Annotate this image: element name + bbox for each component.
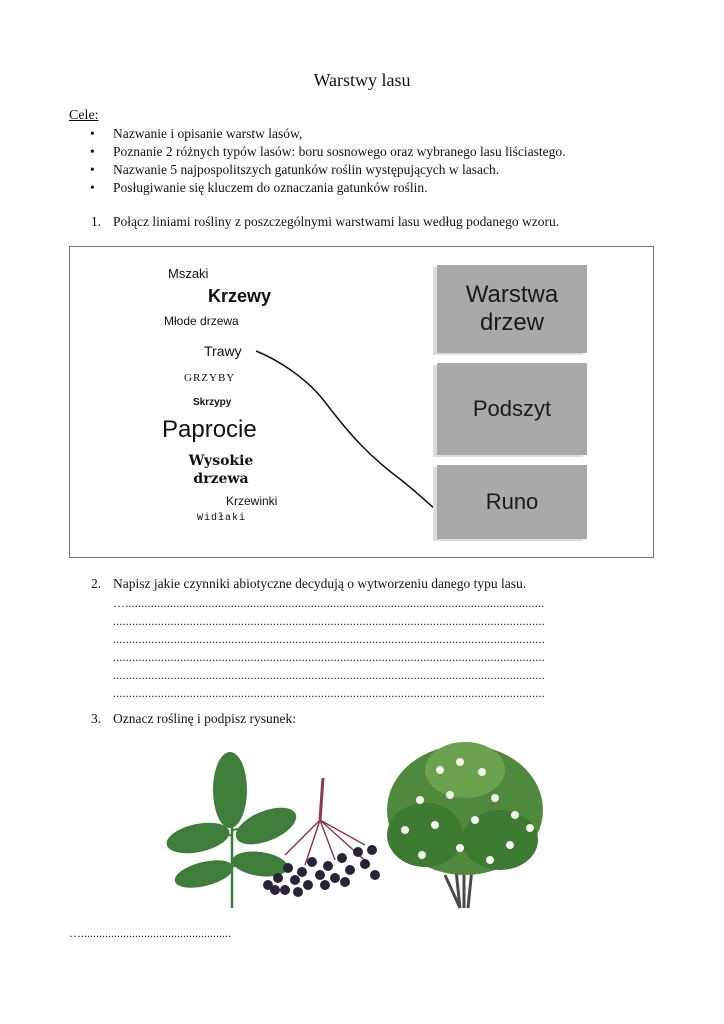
answer-line[interactable]: ....................................................................................................................................... bbox=[113, 614, 545, 628]
task-text: Połącz liniami rośliny z poszczególnymi warstwami lasu według podanego wzoru. bbox=[113, 214, 560, 229]
layer-podszyt: Podszyt bbox=[437, 363, 587, 455]
word-skrzypy[interactable]: Skrzypy bbox=[193, 397, 232, 408]
word-wysokie-drzewa[interactable]: Wysokie drzewa bbox=[188, 453, 254, 487]
task-number: 3. bbox=[91, 711, 102, 726]
elder-plant-illustration bbox=[160, 740, 560, 910]
answer-line[interactable]: ....................................................................................................................................... bbox=[113, 650, 545, 664]
answer-line[interactable]: …................................................................................................................................... bbox=[113, 596, 545, 610]
task-number: 1. bbox=[91, 214, 102, 229]
task-3 bbox=[91, 711, 296, 727]
answer-line[interactable]: ....................................................................................................................................... bbox=[113, 686, 545, 700]
word-krzewinki[interactable]: Krzewinki bbox=[226, 494, 278, 508]
task-2 bbox=[91, 576, 526, 592]
goal-item: • Posługiwanie się kluczem do oznaczania gatunków roślin. bbox=[90, 179, 566, 197]
goal-item: • Nazwanie i opisanie warstw lasów, bbox=[90, 125, 566, 143]
page-title: Warstwy lasu bbox=[313, 70, 411, 90]
answer-line[interactable]: ....................................................................................................................................... bbox=[113, 668, 545, 682]
word-krzewy[interactable]: Krzewy bbox=[208, 286, 272, 306]
task-1 bbox=[91, 214, 559, 230]
layer-warstwa-drzew: Warstwa drzew bbox=[437, 265, 587, 353]
matching-exercise-box bbox=[69, 246, 654, 558]
word-mlode-drzewa[interactable]: Młode drzewa bbox=[164, 314, 239, 328]
task-text: Oznacz roślinę i podpisz rysunek: bbox=[113, 711, 296, 726]
word-widlaki[interactable]: Widłaki bbox=[197, 513, 247, 524]
elder-shrub-icon bbox=[387, 742, 543, 908]
task-number: 2. bbox=[91, 576, 102, 591]
plant-name-answer-line[interactable]: ….................................................. bbox=[69, 926, 231, 940]
task-text: Napisz jakie czynniki abiotyczne decydują o wytworzeniu danego typu lasu. bbox=[113, 576, 527, 591]
goal-item: • Nazwanie 5 najpospolitszych gatunków roślin występujących w lasach. bbox=[90, 161, 566, 179]
goal-item: • Poznanie 2 różnych typów lasów: boru sosnowego oraz wybranego lasu liściastego. bbox=[90, 143, 566, 161]
berry-cluster-icon bbox=[263, 778, 380, 897]
goals-label: Cele: bbox=[69, 108, 99, 123]
compound-leaf-icon bbox=[164, 752, 302, 908]
word-mszaki[interactable]: Mszaki bbox=[168, 266, 209, 281]
answer-line[interactable]: ....................................................................................................................................... bbox=[113, 632, 545, 646]
layer-runo: Runo bbox=[437, 465, 587, 539]
goals-list bbox=[90, 125, 566, 197]
word-trawy[interactable]: Trawy bbox=[204, 343, 242, 359]
word-grzyby[interactable]: GRZYBY bbox=[184, 372, 236, 384]
word-paprocie[interactable]: Paprocie bbox=[162, 416, 257, 443]
